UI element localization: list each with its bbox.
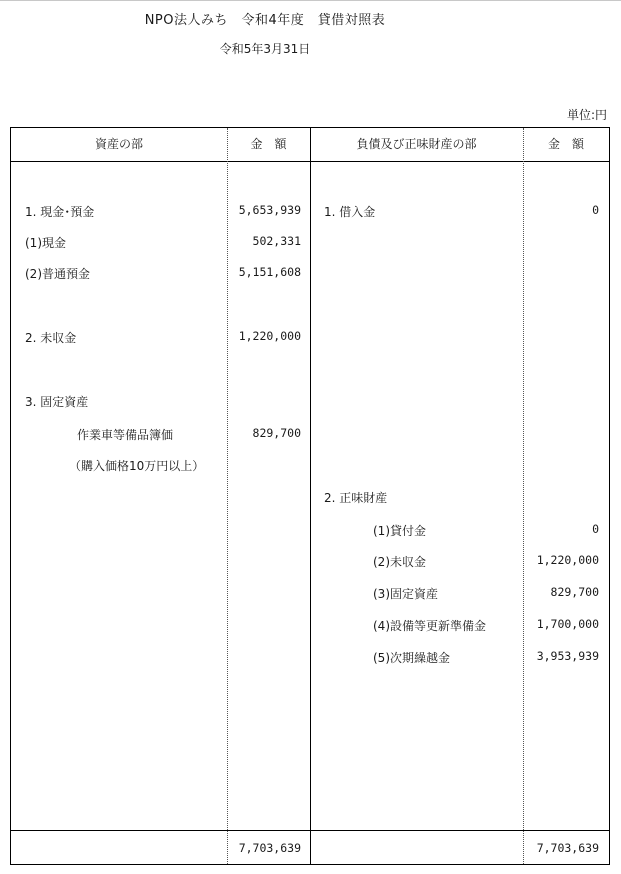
asset-receivable-label: 2. 未収金 xyxy=(25,331,77,345)
asset-equipment-note: （購入価格10万円以上） xyxy=(69,459,205,473)
asset-equipment-value: 829,700 xyxy=(252,426,301,440)
assets-total-value: 7,703,639 xyxy=(238,841,301,855)
balance-sheet-table xyxy=(10,127,610,865)
asset-receivable-value: 1,220,000 xyxy=(238,329,301,343)
net-loans-value: 0 xyxy=(592,522,599,536)
unit-label: 単位:円 xyxy=(566,108,607,122)
net-equipment-reserve-value: 1,700,000 xyxy=(536,617,599,631)
center-divider xyxy=(310,128,311,864)
net-receivable-label: (2)未収金 xyxy=(373,555,426,569)
liability-borrowings-value: 0 xyxy=(592,203,599,217)
net-loans-label: (1)貸付金 xyxy=(373,524,426,538)
asset-cash-deposits-value: 5,653,939 xyxy=(238,203,301,217)
net-receivable-value: 1,220,000 xyxy=(536,553,599,567)
asset-fixed-assets-label: 3. 固定資産 xyxy=(25,395,89,409)
liability-borrowings-label: 1. 借入金 xyxy=(324,205,376,219)
net-carryover-value: 3,953,939 xyxy=(536,649,599,663)
asset-equipment-label: 作業車等備品簿価 xyxy=(77,428,174,442)
asset-cash-deposits-label: 1. 現金･預金 xyxy=(25,205,95,219)
net-equipment-reserve-label: (4)設備等更新準備金 xyxy=(373,619,486,633)
header-assets: 資産の部 xyxy=(94,137,143,151)
net-assets-label: 2. 正味財産 xyxy=(324,491,388,505)
top-border-line xyxy=(0,0,621,1)
assets-amount-divider xyxy=(227,128,228,864)
net-fixed-assets-value: 829,700 xyxy=(550,585,599,599)
header-liabilities-amount: 金 額 xyxy=(547,137,584,151)
liabilities-total-value: 7,703,639 xyxy=(536,841,599,855)
net-fixed-assets-label: (3)固定資産 xyxy=(373,587,438,601)
net-carryover-label: (5)次期繰越金 xyxy=(373,651,450,665)
asset-cash-value: 502,331 xyxy=(252,234,301,248)
liabilities-amount-divider xyxy=(523,128,524,864)
asset-ordinary-deposit-value: 5,151,608 xyxy=(238,265,301,279)
document-date: 令和5年3月31日 xyxy=(219,42,311,56)
header-assets-amount: 金 額 xyxy=(250,137,287,151)
asset-cash-label: (1)現金 xyxy=(25,236,66,250)
header-liabilities: 負債及び正味財産の部 xyxy=(356,137,477,151)
document-title: NPO法人みち 令和4年度 貸借対照表 xyxy=(144,13,386,28)
asset-ordinary-deposit-label: (2)普通預金 xyxy=(25,267,90,281)
